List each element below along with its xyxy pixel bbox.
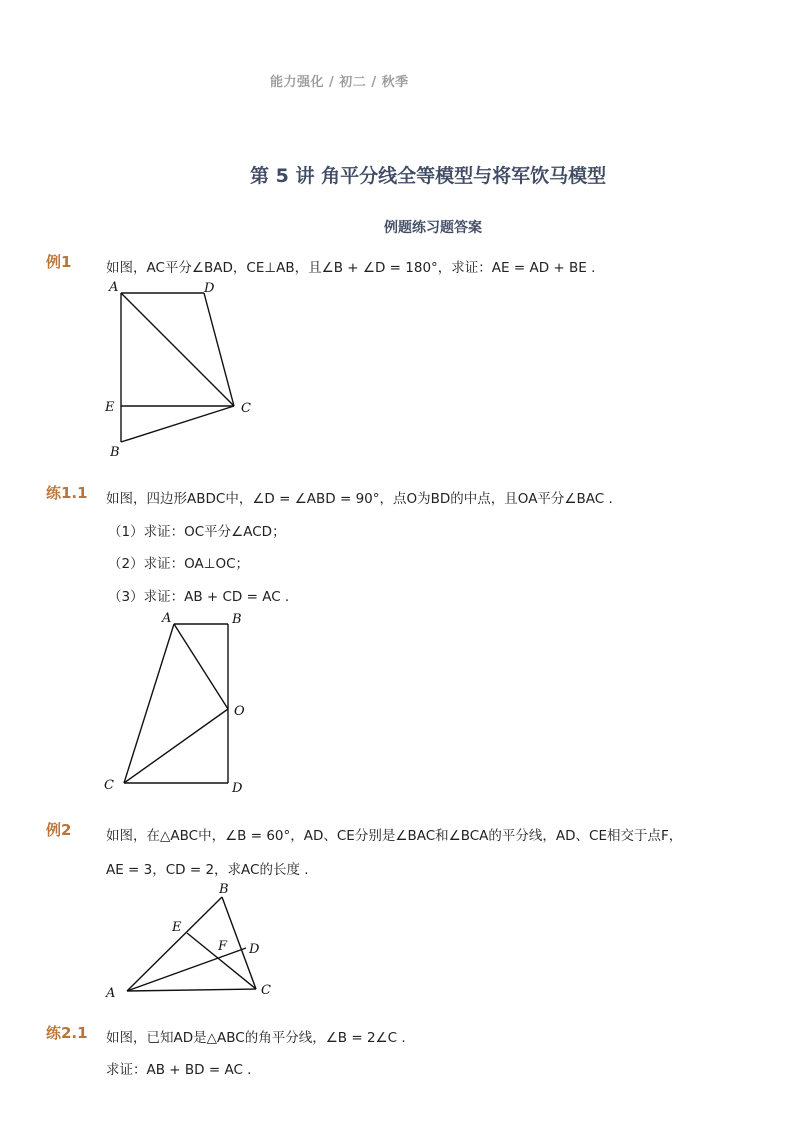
segment-bc [121,406,234,442]
problem-text: 如图，在△ABC中，∠B = 60°，AD、CE分别是∠BAC和∠BCA的平分线，AD、CE相交于点F， [106,828,683,844]
problem-label: 练2.1 [46,1024,88,1042]
point-label-e: E [105,400,115,415]
segment-ac [121,293,234,406]
point-label-c: C [261,983,271,998]
point-label-a: A [106,986,116,1001]
segment-ad [127,948,246,991]
point-label-b: B [110,445,120,460]
problem-label: 例1 [46,253,72,271]
page-header: 能力强化 / 初二 / 秋季 [270,75,409,90]
segment-ao [174,624,228,709]
page-title: 第 5 讲 角平分线全等模型与将军饮马模型 [250,165,607,187]
point-label-b: B [232,612,242,627]
point-label-e: E [172,920,182,935]
segment-ac [127,989,256,991]
point-label-d: D [204,281,215,296]
problem-text: 如图，四边形ABDC中，∠D = ∠ABD = 90°，点O为BD的中点，且OA平分∠BAC . [106,491,613,507]
segment-ab [127,897,222,991]
figure-example-1 [100,276,270,462]
point-label-o: O [234,704,245,719]
problem-subquestion: （1）求证：OC平分∠ACD； [108,524,286,540]
figure-example-2 [100,878,280,1002]
problem-text: 求证：AB + BD = AC . [106,1062,252,1078]
figure-practice-1-1 [100,606,260,798]
problem-subquestion: （2）求证：OA⊥OC； [108,556,250,572]
segment-dc [204,293,234,406]
point-label-d: D [232,781,243,796]
point-label-b: B [219,882,229,897]
segment-ac [124,624,174,783]
point-label-f: F [218,939,228,954]
segment-co [124,709,228,783]
problem-text: AE = 3，CD = 2，求AC的长度 . [106,862,309,878]
point-label-c: C [104,778,114,793]
page-subtitle: 例题练习题答案 [384,220,482,236]
problem-subquestion: （3）求证：AB + CD = AC . [108,589,290,605]
point-label-d: D [249,942,260,957]
problem-label: 练1.1 [46,484,88,502]
problem-text: 如图，AC平分∠BAD，CE⊥AB，且∠B + ∠D = 180°，求证：AE = AD + BE . [106,260,596,276]
point-label-c: C [241,401,251,416]
point-label-a: A [162,611,172,626]
problem-text: 如图，已知AD是△ABC的角平分线，∠B = 2∠C . [106,1030,406,1046]
problem-label: 例2 [46,821,72,839]
point-label-a: A [109,280,119,295]
